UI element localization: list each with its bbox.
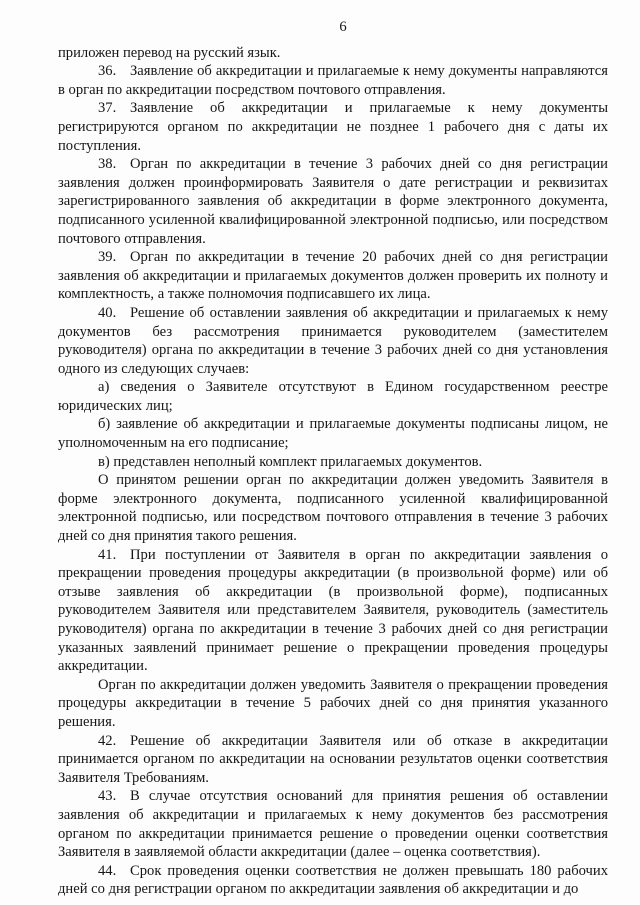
paragraph-text: Орган по аккредитации в течение 20 рабочих дней со дня регистрации заявления об аккредитации и прилагаемых документов должен проверить их полноту и комплектность, а также полномочия подписавшего их лица. [58, 249, 608, 303]
paragraph-text: Орган по аккредитации должен уведомить Заявителя о прекращении проведения процедуры аккредитации в течение 5 рабочих дней со дня принятия указанного решения. [58, 676, 608, 730]
paragraph [58, 546, 608, 676]
paragraph-text: Решение об оставлении заявления об аккредитации и прилагаемых к нему документов без рассмотрения принимается руководителем (заместителем руководителя) органа по аккредитации в течение 3 рабочих дней со дня установления одного из следующих случаев: [58, 304, 608, 377]
paragraph [58, 44, 608, 63]
clause-number: 40. [98, 304, 117, 321]
paragraph [58, 471, 608, 545]
paragraph-text: в) представлен неполный комплект прилагаемых документов. [98, 453, 483, 470]
paragraph [58, 453, 608, 472]
paragraph [58, 155, 608, 248]
clause-number: 38. [98, 156, 117, 173]
clause-number: 42. [98, 732, 117, 749]
paragraph-text: При поступлении от Заявителя в орган по аккредитации заявления о прекращении проведения процедуры аккредитации (в произвольной форме) или об отзыве заявления об аккредитации (в произвольной форме), подписанных руководителем Заявителя или представителем Заявителя, руководитель (заместитель руководителя) органа по аккредитации в течение 3 рабочих дней со дня регистрации указанных заявлений принимает решение о прекращении проведения процедуры аккредитации. [58, 546, 608, 675]
paragraph [58, 787, 608, 861]
paragraph [58, 676, 608, 732]
paragraph-text: а) сведения о Заявителе отсутствуют в Едином государственном реестре юридических лиц; [58, 379, 608, 414]
clause-number: 43. [98, 788, 117, 805]
paragraph-text: приложен перевод на русский язык. [58, 44, 281, 61]
clause-number: 36. [98, 63, 117, 80]
clause-number: 44. [98, 862, 117, 879]
paragraph-text: Орган по аккредитации в течение 3 рабочих дней со дня регистрации заявления должен проинформировать Заявителя о дате регистрации и реквизитах зарегистрированного заявления об аккредитации в форме электронного документа, подписанного усиленной квалифицированной электронной подписью, или посредством почтового отправления. [58, 156, 608, 247]
paragraph-text: Срок проведения оценки соответствия не должен превышать 180 рабочих дней со дня регистрации органом по аккредитации заявления об аккредитации и до [58, 862, 608, 898]
paragraph-text: О принятом решении орган по аккредитации должен уведомить Заявителя в форме электронного документа, подписанного усиленной квалифицированной электронной подписью, или посредством почтового отправления в течение 3 рабочих дней со дня принятия такого решения. [58, 472, 608, 545]
paragraph-text: б) заявление об аккредитации и прилагаемые документы подписаны лицом, не уполномоченным на его подписание; [58, 416, 608, 452]
clause-number: 39. [98, 249, 117, 266]
paragraph-text: В случае отсутствия оснований для принятия решения об оставлении заявления об аккредитации и прилагаемых к нему документов без рассмотрения органом по аккредитации принимается решение о проведении оценки соответствия Заявителя в заявляемой области аккредитации (далее – оценка соответствия). [58, 788, 608, 861]
paragraph [58, 248, 608, 304]
paragraph [58, 732, 608, 788]
paragraph [58, 378, 608, 415]
paragraph [58, 415, 608, 452]
page-number: 6 [339, 19, 347, 35]
clause-number: 41. [98, 546, 117, 563]
paragraph [58, 62, 608, 99]
clause-number: 37. [98, 100, 117, 117]
paragraph [58, 99, 608, 155]
paragraph [58, 304, 608, 378]
paragraph-text: Решение об аккредитации Заявителя или об отказе в аккредитации принимается органом по аккредитации на основании результатов оценки соответствия Заявителя Требованиям. [58, 732, 608, 786]
paragraph [58, 862, 608, 899]
paragraph-text: Заявление об аккредитации и прилагаемые к нему документы регистрируются органом по аккредитации не позднее 1 рабочего дня с даты их поступления. [58, 100, 608, 154]
paragraph-text: Заявление об аккредитации и прилагаемые к нему документы направляются в орган по аккредитации посредством почтового отправления. [58, 63, 608, 98]
document-body [58, 44, 608, 899]
